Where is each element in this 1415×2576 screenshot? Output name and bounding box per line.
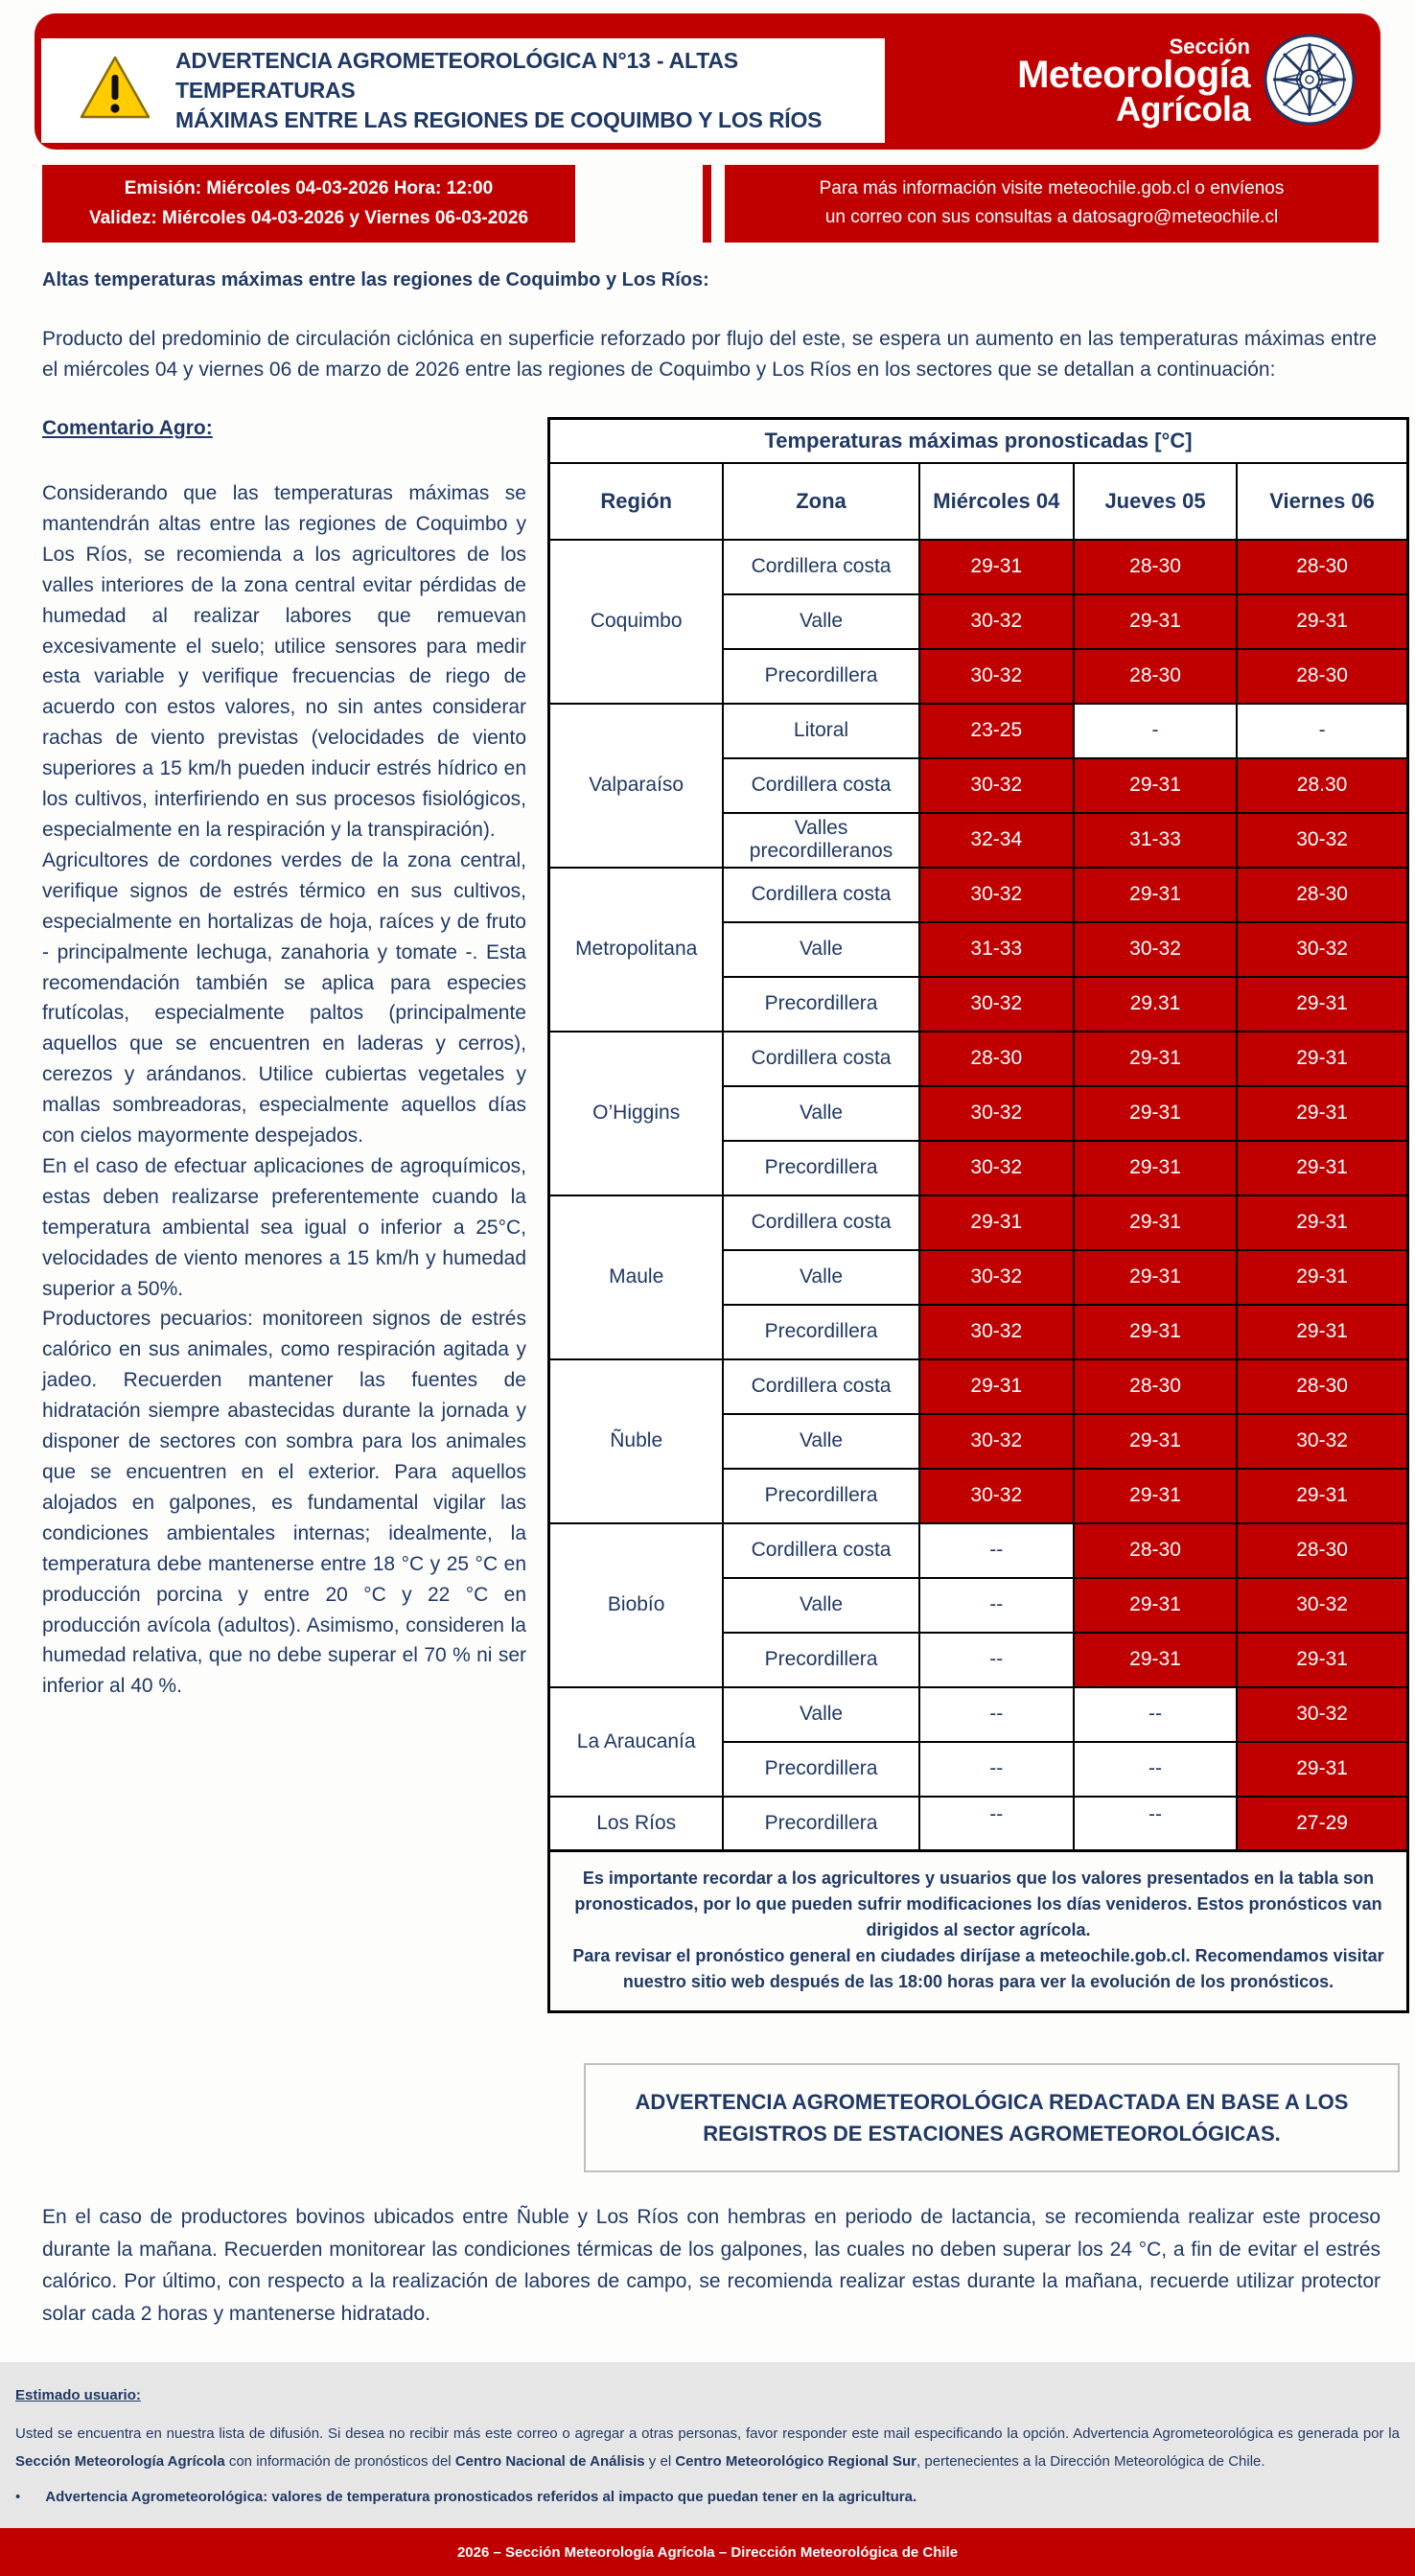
table-row [549, 540, 1408, 594]
region-cell: Ñuble [549, 1359, 724, 1523]
comentario-heading: Comentario Agro: [42, 417, 213, 440]
column-header-region: Región [549, 463, 724, 540]
temp-cell: 29-31 [1074, 758, 1237, 813]
temp-cell: 30-32 [1237, 922, 1407, 977]
temp-cell: 29-31 [1237, 1195, 1407, 1250]
temp-cell: -- [1074, 1687, 1237, 1742]
column-header-zona: Zona [723, 463, 918, 540]
footer-text-segment: Usted se encuentra en nuestra lista de difusión. Si desea no recibir más este correo o agregar a otras personas, favor responder este mail especificando la opción. Advertencia Agrometeorológica es generada por la [15, 2425, 1400, 2443]
emission-box [42, 165, 575, 243]
table-note: Es importante recordar a los agricultores y usuarios que los valores presentados en la tabla son pronosticados, por lo que pueden sufrir modificaciones los días venideros. Estos pronósticos van dirigidos al sector agrícola. [574, 1868, 1382, 1940]
comentario-agro-column [42, 417, 526, 2172]
table-row [549, 1195, 1408, 1250]
table-row [549, 1687, 1408, 1742]
temp-cell: 28-30 [1074, 1359, 1237, 1414]
header-banner [35, 13, 1380, 150]
temp-cell: 29-31 [1074, 1414, 1237, 1469]
table-title: Temperaturas máximas pronosticadas [°C] [549, 419, 1408, 463]
page-title [175, 46, 875, 135]
header [0, 0, 1415, 150]
region-cell: Biobío [549, 1523, 724, 1687]
zona-cell: Cordillera costa [723, 1195, 918, 1250]
temp-cell: 28-30 [1237, 1523, 1407, 1578]
temp-cell: 28-30 [1237, 649, 1407, 704]
footer-bullet-text: Advertencia Agrometeorológica: valores de temperatura pronosticados referidos al impacto que puedan tener en la agricultura. [45, 2489, 917, 2506]
temp-cell: 29-31 [919, 1195, 1074, 1250]
contact-line1: Para más información visite meteochile.gob.cl o envíenos [819, 178, 1285, 199]
zona-cell: Valle [723, 1687, 918, 1742]
table-row [549, 1797, 1408, 1851]
column-header-jueves: Jueves 05 [1074, 463, 1237, 540]
temp-cell: - [1074, 704, 1237, 758]
temp-cell: 30-32 [1237, 1687, 1407, 1742]
temp-cell: 29-31 [919, 540, 1074, 594]
zona-cell: Cordillera costa [723, 868, 918, 922]
contact-box [725, 165, 1379, 243]
temp-cell: 28.30 [1237, 758, 1407, 813]
temp-cell: 28-30 [919, 1032, 1074, 1086]
zona-cell: Valle [723, 1414, 918, 1469]
contact-line2: un correo con sus consultas a datosagro@meteochile.cl [824, 206, 1279, 227]
temp-cell: 29-31 [919, 1359, 1074, 1414]
zona-cell: Precordillera [723, 1141, 918, 1195]
temp-cell: 29-31 [1074, 1032, 1237, 1086]
temp-cell: 30-32 [919, 594, 1074, 649]
zona-cell: Precordillera [723, 1305, 918, 1359]
temp-cell: 30-32 [1237, 813, 1407, 868]
region-cell: Coquimbo [549, 540, 724, 704]
temp-cell: 32-34 [919, 813, 1074, 868]
temp-cell: 29-31 [1237, 1742, 1407, 1797]
validity-line: Validez: Miércoles 04-03-2026 y Viernes 06-03-2026 [88, 207, 529, 228]
zona-cell: Valle [723, 1250, 918, 1305]
comentario-text [42, 478, 526, 1702]
bottom-red-bar: 2026 – Sección Meteorología Agrícola – Dirección Meteorológica de Chile [0, 2528, 1415, 2576]
zona-cell: Precordillera [723, 1742, 918, 1797]
temp-cell: -- [919, 1523, 1074, 1578]
table-row [549, 1359, 1408, 1414]
meteochile-emblem-icon [1264, 34, 1356, 130]
zona-cell: Cordillera costa [723, 1523, 918, 1578]
intro-paragraph: Producto del predominio de circulación ciclónica en superficie reforzado por flujo del este, se espera un aumento en las temperaturas máximas entre el miércoles 04 y viernes 06 de marzo de 2026 entre las regiones de Coquimbo y Los Ríos en los sectores que se detallan a continuación: [42, 327, 1377, 382]
temp-cell: -- [919, 1578, 1074, 1633]
zona-cell: Cordillera costa [723, 1359, 918, 1414]
table-header-row [549, 463, 1408, 540]
temp-cell: 28-30 [1237, 1359, 1407, 1414]
brand-meteorologia: Meteorología [1017, 54, 1250, 97]
table-notes-box [547, 1852, 1409, 2013]
temp-cell: 29-31 [1074, 868, 1237, 922]
zona-cell: Valle [723, 1086, 918, 1141]
comentario-paragraph: Productores pecuarios: monitoreen signos de estrés calórico en sus animales, como respiración agitada y jadeo. Recuerden mantener las fuentes de hidratación siempre abastecidas durante la jornada y disponer de sectores con sombra para los animales que se encuentren en el exterior. Para aquellos alojados en galpones, es fundamental vigilar las condiciones ambientales internas; idealmente, la temperatura debe mantenerse entre 18 °C y 25 °C en producción porcina y entre 20 °C y 22 °C en producción avícola (adultos). Asimismo, consideren la humedad relativa, que no debe superar el 70 % ni ser inferior al 40 %. [42, 1308, 526, 1698]
emission-line: Emisión: Miércoles 04-03-2026 Hora: 12:00 [124, 178, 494, 199]
zona-cell: Cordillera costa [723, 758, 918, 813]
temp-cell: 29-31 [1074, 1195, 1237, 1250]
table-row [549, 868, 1408, 922]
region-cell: Valparaíso [549, 704, 724, 868]
page-title-line1: ADVERTENCIA AGROMETEOROLÓGICA N°13 - ALTAS TEMPERATURAS [175, 48, 738, 104]
column-header-viernes: Viernes 06 [1237, 463, 1407, 540]
intro-section [0, 243, 1415, 386]
zona-cell: Valle [723, 594, 918, 649]
footer-text-segment: , pertenecientes a la Dirección Meteorológica de Chile. [916, 2452, 1265, 2470]
region-cell: Maule [549, 1195, 724, 1359]
temp-cell: 30-32 [919, 1250, 1074, 1305]
advertencia-statement-box: ADVERTENCIA AGROMETEOROLÓGICA REDACTADA EN BASE A LOS REGISTROS DE ESTACIONES AGROMETEOROLÓGICAS. [584, 2063, 1400, 2172]
zona-cell: Valles precordilleranos [723, 813, 918, 868]
zona-cell: Precordillera [723, 1797, 918, 1851]
brand-seccion: Sección [1169, 34, 1250, 58]
temp-cell: 31-33 [919, 922, 1074, 977]
temp-cell: 29-31 [1237, 1086, 1407, 1141]
zona-cell: Precordillera [723, 1469, 918, 1523]
table-row [549, 704, 1408, 758]
temp-cell: 30-32 [919, 1469, 1074, 1523]
temp-cell: 28-30 [1074, 540, 1237, 594]
table-title-row [549, 419, 1408, 463]
table-note: Para revisar el pronóstico general en ciudades diríjase a meteochile.gob.cl. Recomendamos visitar nuestro sitio web después de las 18:00 horas para ver la evolución de los pronósticos. [572, 1946, 1384, 1992]
footer-bold-centro-nacional: Centro Nacional de Análisis [454, 2452, 645, 2470]
info-bar [0, 150, 1415, 243]
temp-cell: -- [1074, 1797, 1237, 1851]
temp-cell: 29.31 [1074, 977, 1237, 1032]
temp-cell: 29-31 [1237, 1469, 1407, 1523]
brand-block [885, 13, 1380, 150]
region-cell: O’Higgins [549, 1032, 724, 1195]
bovine-producers-paragraph: En el caso de productores bovinos ubicados entre Ñuble y Los Ríos con hembras en periodo de lactancia, se recomienda realizar este proceso durante la mañana. Recuerden monitorear las condiciones térmicas de los galpones, las cuales no deben superar los 24 °C, a fin de evitar el estrés calórico. Por último, con respecto a la realización de labores de campo, se recomienda realizar estas durante la mañana, recuerde utilizar protector solar cada 2 horas y mantenerse hidratado. [42, 2206, 1380, 2325]
forecast-column [547, 417, 1409, 2172]
temp-cell: 29-31 [1074, 1578, 1237, 1633]
temp-cell: 23-25 [919, 704, 1074, 758]
temp-cell: 29-31 [1074, 1086, 1237, 1141]
temp-cell: 28-30 [1237, 540, 1407, 594]
temp-cell: 29-31 [1074, 594, 1237, 649]
comentario-paragraph: Considerando que las temperaturas máximas se mantendrán altas entre las regiones de Coquimbo y Los Ríos, se recomienda a los agricultores de los valles interiores de la zona central evitar pérdidas de humedad al realizar labores que remuevan excesivamente el suelo; utilice sensores para medir esta variable y verifique frecuencias de riego de acuerdo con estos valores, no sin antes considerar rachas de viento previstas (velocidades de viento superiores a 15 km/h pueden inducir estrés hídrico en los cultivos, interfiriendo en sus procesos fisiológicos, especialmente en la respiración y la transpiración). [42, 482, 526, 841]
temp-cell: 29-31 [1237, 594, 1407, 649]
warning-triangle-icon [78, 54, 152, 128]
comentario-paragraph: En el caso de efectuar aplicaciones de agroquímicos, estas deben realizarse preferentemente cuando la temperatura ambiental sea igual o inferior a 25°C, velocidades de viento menores a 15 km/h y humedad superior a 50%. [42, 1154, 526, 1300]
column-header-miercoles: Miércoles 04 [919, 463, 1074, 540]
temp-cell: -- [1074, 1742, 1237, 1797]
temp-cell: 29-31 [1074, 1305, 1237, 1359]
temp-cell: 28-30 [1237, 868, 1407, 922]
temp-cell: - [1237, 704, 1407, 758]
region-cell: La Araucanía [549, 1687, 724, 1797]
header-title-strip [41, 38, 885, 143]
temp-cell: 30-32 [1074, 922, 1237, 977]
page-title-line2: MÁXIMAS ENTRE LAS REGIONES DE COQUIMBO Y LOS RÍOS [175, 107, 823, 133]
region-cell: Metropolitana [549, 868, 724, 1032]
forecast-table [547, 417, 1409, 1852]
temp-cell: 27-29 [1237, 1797, 1407, 1851]
footer-disclaimer [15, 2421, 1400, 2475]
temp-cell: 29-31 [1074, 1633, 1237, 1687]
zona-cell: Precordillera [723, 977, 918, 1032]
temp-cell: 28-30 [1074, 1523, 1237, 1578]
footer-bold-seccion: Sección Meteorología Agrícola [15, 2452, 225, 2470]
temp-cell: 30-32 [919, 649, 1074, 704]
temp-cell: 29-31 [1237, 1305, 1407, 1359]
zona-cell: Precordillera [723, 1633, 918, 1687]
temp-cell: 29-31 [1074, 1141, 1237, 1195]
temp-cell: 29-31 [1237, 1250, 1407, 1305]
footer [0, 2362, 1415, 2528]
temp-cell: 31-33 [1074, 813, 1237, 868]
zona-cell: Precordillera [723, 649, 918, 704]
temp-cell: 30-32 [919, 1414, 1074, 1469]
temp-cell: 30-32 [919, 1086, 1074, 1141]
temp-cell: 29-31 [1074, 1469, 1237, 1523]
temp-cell: 29-31 [1237, 1141, 1407, 1195]
temp-cell: 30-32 [1237, 1414, 1407, 1469]
temp-cell: 29-31 [1237, 977, 1407, 1032]
intro-heading: Altas temperaturas máximas entre las regiones de Coquimbo y Los Ríos: [42, 268, 709, 290]
footer-greeting: Estimado usuario: [15, 2387, 141, 2404]
zona-cell: Litoral [723, 704, 918, 758]
bullet-icon: • [15, 2489, 21, 2506]
brand-agricola: Agrícola [1115, 89, 1250, 129]
temp-cell: -- [919, 1797, 1074, 1851]
table-row [549, 1032, 1408, 1086]
temp-cell: 30-32 [919, 868, 1074, 922]
table-row [549, 1523, 1408, 1578]
temp-cell: 29-31 [1237, 1032, 1407, 1086]
temp-cell: -- [919, 1633, 1074, 1687]
zona-cell: Cordillera costa [723, 540, 918, 594]
temp-cell: 30-32 [919, 1141, 1074, 1195]
temp-cell: 30-32 [919, 758, 1074, 813]
temp-cell: 29-31 [1237, 1633, 1407, 1687]
temp-cell: -- [919, 1742, 1074, 1797]
footer-text-segment: y el [644, 2452, 676, 2470]
zona-cell: Cordillera costa [723, 1032, 918, 1086]
region-cell: Los Ríos [549, 1797, 724, 1851]
temp-cell: 30-32 [919, 977, 1074, 1032]
red-divider [703, 165, 711, 243]
main-columns [0, 386, 1415, 2172]
comentario-paragraph: Agricultores de cordones verdes de la zona central, verifique signos de estrés térmico en sus cultivos, especialmente en hortalizas de hoja, raíces y de fruto - principalmente lechuga, zanahoria y tomate -. Esta recomendación también se aplica para especies frutícolas, especialmente paltos (principalmente aquellos que se encuentren en laderas y cerros), cerezos y arándanos. Utilice cubiertas vegetales y mallas sombreadoras, especialmente aquellos días con cielos mayormente despejados. [42, 848, 526, 1148]
temp-cell: 28-30 [1074, 649, 1237, 704]
brand-text [1017, 34, 1250, 129]
temp-cell: 30-32 [1237, 1578, 1407, 1633]
temp-cell: 29-31 [1074, 1250, 1237, 1305]
temp-cell: -- [919, 1687, 1074, 1742]
zona-cell: Valle [723, 1578, 918, 1633]
footer-text-segment: con información de pronósticos del [224, 2452, 455, 2470]
zona-cell: Valle [723, 922, 918, 977]
footer-bullet-item [15, 2489, 1400, 2505]
temp-cell: 30-32 [919, 1305, 1074, 1359]
footer-bold-centro-regional: Centro Meteorológico Regional Sur [675, 2452, 917, 2470]
